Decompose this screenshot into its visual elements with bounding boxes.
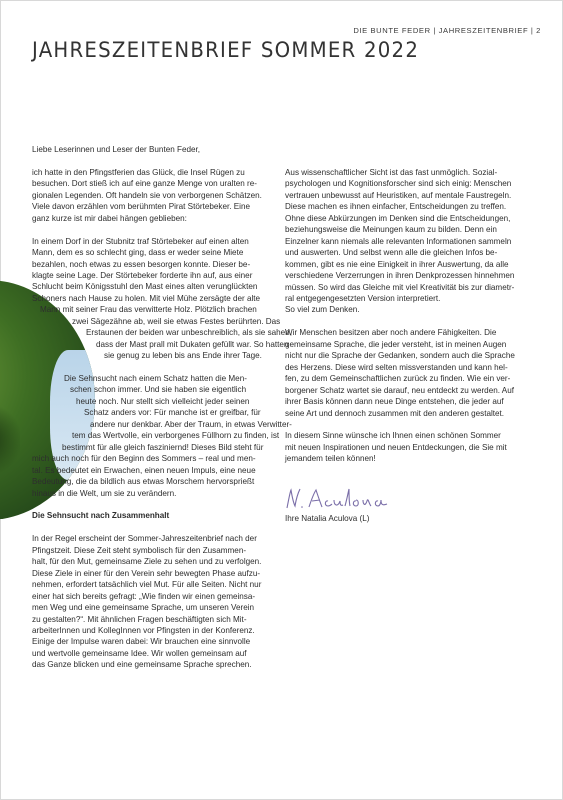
cohesion-paragraph <box>32 533 272 670</box>
text-line: sie genug zu leben bis ans Ende ihrer Tage. <box>104 351 262 361</box>
science-paragraph <box>285 167 535 316</box>
page-title: JAHRESZEITENBRIEF SOMMER 2022 <box>32 38 420 62</box>
text-line: Erstaunen der beiden war unbeschreiblich, als sie sahen, <box>86 328 292 338</box>
handwritten-signature <box>283 484 393 514</box>
text-line: hinaus in die Welt, um sie zu verändern. <box>32 488 177 498</box>
text-line: In der Regel erscheint der Sommer-Jahreszeitenbrief nach der <box>32 534 257 544</box>
right-column <box>285 167 535 476</box>
text-line: seine Art und dennoch zusammen mit den anderen gestaltet. <box>285 408 505 418</box>
text-line: halt, für den Mut, gemeinsame Ziele zu sehen und zu verfolgen. <box>32 557 262 567</box>
text-line: tem das Wertvolle, ein verborgenes Füllhorn zu finden, ist <box>72 431 280 441</box>
text-line: Mann, dem es so schlecht ging, dass er weder seine Miete <box>32 248 244 258</box>
running-head: DIE BUNTE FEDER | JAHRESZEITENBRIEF | 2 <box>353 26 541 35</box>
text-line: Pfingstzeit. Diese Zeit steht symbolisch für den Zusammen- <box>32 545 247 555</box>
text-line: heute noch. Nur stellt sich vielleicht jeder seinen <box>76 396 250 406</box>
text-line: nicht nur die Sprache der Gedanken, sondern auch die Sprache <box>285 351 515 361</box>
text-line: fen, zu dem Gemeinschaftlichen zurück zu finden. Wie ein ver- <box>285 374 511 384</box>
text-line: tal. Es bedeutet ein Erwachen, einen neuen Impuls, eine neue <box>32 465 256 475</box>
signature-graphic <box>283 484 393 514</box>
text-line: zu gestalten?“. Mit ähnlichen Fragen beschäftigten sich Mit- <box>32 614 247 624</box>
intro-paragraph <box>32 167 272 224</box>
text-line: andere nur denkbar. Aber der Traum, in etwas Verwitter- <box>90 419 292 429</box>
legend-paragraph <box>32 236 292 362</box>
text-line: men Weg und eine gemeinsame Sprache, um unseren Verein <box>32 603 255 613</box>
section-subheading: Die Sehnsucht nach Zusammenhalt <box>32 511 170 521</box>
greeting: Liebe Leserinnen und Leser der Bunten Feder, <box>32 145 201 154</box>
text-line: In einem Dorf in der Stubnitz traf Störtebeker auf einen alten <box>32 236 249 246</box>
text-line: Schoners nach Hause zu holen. Mit viel Mühe zersägte der alte <box>32 293 261 303</box>
text-line: ich hatte in den Pfingstferien das Glück, die Insel Rügen zu <box>32 167 245 177</box>
text-line: schen schon immer. Und sie haben sie eigentlich <box>70 385 247 395</box>
text-line: kommen, gibt es nie eine Einigkeit in ihrer Auswertung, da alle <box>285 259 509 269</box>
text-line: das Ganze blicken und eine gemeinsame Sprache sprechen. <box>32 660 252 670</box>
text-line: Wir Menschen besitzen aber noch andere Fähigkeiten. Die <box>285 328 497 338</box>
closing-paragraph <box>285 430 535 464</box>
text-line: zwei Sägezähne ab, weil sie etwas Festes berührten. Das <box>72 316 281 326</box>
text-line: jemandem teilen können! <box>285 454 376 464</box>
text-line: ral entgegengesetzten Version interpretiert. <box>285 293 441 303</box>
text-line: gemeinsame Sprache, die jeder versteht, ist in meinen Augen <box>285 339 507 349</box>
text-line: dass der Mast prall mit Dukaten gefüllt war. So hatten <box>96 339 289 349</box>
text-line: gionalen Legenden. Oft handeln sie von verborgenen Schätzen. <box>32 190 262 200</box>
text-line: Ohne diese Abkürzungen im Denken sind die Entscheidungen, <box>285 213 511 223</box>
text-line: Diese Ziele in einer für den Verein sehr bewegten Phase aufzu- <box>32 568 261 578</box>
text-line: Aus wissenschaftlicher Sicht ist das fast unmöglich. Sozial- <box>285 168 498 177</box>
text-line: ganz kurze ist mir dabei hängen geblieben: <box>32 213 187 223</box>
text-line: Die Sehnsucht nach einem Schatz hatten die Men- <box>64 374 247 384</box>
text-line: und wertvolle gemeinsame Idee. Wir wollen gemeinsam auf <box>32 648 247 658</box>
text-line: müssen. So wird das Gleiche mit viel Kreativität bis zur diametr- <box>285 282 515 292</box>
left-column <box>32 144 292 682</box>
text-line: mit neuen Inspirationen und neuen Entdeckungen, die Sie mit <box>285 442 507 452</box>
text-line: ihrer Basis können dann neue Dinge entstehen, die jeder auf <box>285 397 504 407</box>
language-paragraph <box>285 327 535 419</box>
text-line: beziehungsweise die Meinungen kaum zu bilden. Denn ein <box>285 225 497 235</box>
text-line: So viel zum Denken. <box>285 305 360 315</box>
text-line: Einzelner kann niemals alle relevanten Informationen sammeln <box>285 236 512 246</box>
text-line: und auswerten. Und selbst wenn alle die gleichen Infos be- <box>285 248 498 258</box>
text-line: verschiedene Verzerrungen in ihren Denkprozessen hinnehmen <box>285 271 515 281</box>
text-line: bezahlen, noch etwas zu essen besorgen konnte. Dieser be- <box>32 259 251 269</box>
text-line: Viele davon erzählen vom berühmten Pirat Störtebeker. Eine <box>32 202 250 212</box>
treasure-paragraph <box>32 373 292 499</box>
text-line: bestimmt für alle gleich fasziniernd! Dieses Bild steht für <box>62 442 264 452</box>
signer-name: Ihre Natalia Aculova (L) <box>285 514 370 523</box>
text-line: klagte seine Lage. Der Störtebeker forderte ihn auf, aus einer <box>32 270 253 280</box>
text-line: arbeiterInnen und KollegInnen vor Pfingsten in der Konferenz. <box>32 625 255 635</box>
text-line: Einige der Impulse waren dabei: Wir brauchen eine sinnvolle <box>32 637 251 647</box>
text-line: des Herzens. Diese wird selten missverstanden und kann hel- <box>285 362 508 372</box>
text-line: einer hat sich bereits gefragt: „Wie finden wir einen gemeinsa- <box>32 591 256 601</box>
text-line: vertrauen unbewusst auf Heuristiken, auf mentale Faustregeln. <box>285 190 512 200</box>
text-line: Schlucht beim Königsstuhl den Mast eines alten verunglückten <box>32 282 258 292</box>
text-line: Schatz anders vor: Für manche ist er greifbar, für <box>84 408 261 418</box>
text-line: psychologen und Kognitionsforscher sind sich einig: Menschen <box>285 179 512 189</box>
text-line: mich auch noch für den Beginn des Sommers – real und men- <box>32 454 256 464</box>
text-line: besuchen. Dort stieß ich auf eine ganze Menge von uralten re- <box>32 179 257 189</box>
text-line: borgener Schatz wartet sie darauf, neu entdeckt zu werden. Auf <box>285 385 514 395</box>
text-line: nehmen, erfordert tatsächlich viel Mut. Für alle Seiten. Nicht nur <box>32 580 262 590</box>
text-line: Diese machen es ihnen einfacher, Entscheidungen zu treffen. <box>285 202 507 212</box>
text-line: Bedeutung, die da bildlich aus etwas Morschem hervorsprießt <box>32 477 255 487</box>
text-line: In diesem Sinne wünsche ich Ihnen einen schönen Sommer <box>285 431 501 441</box>
text-line: Mann mit seiner Frau das verwitterte Holz. Plötzlich brachen <box>40 305 257 315</box>
